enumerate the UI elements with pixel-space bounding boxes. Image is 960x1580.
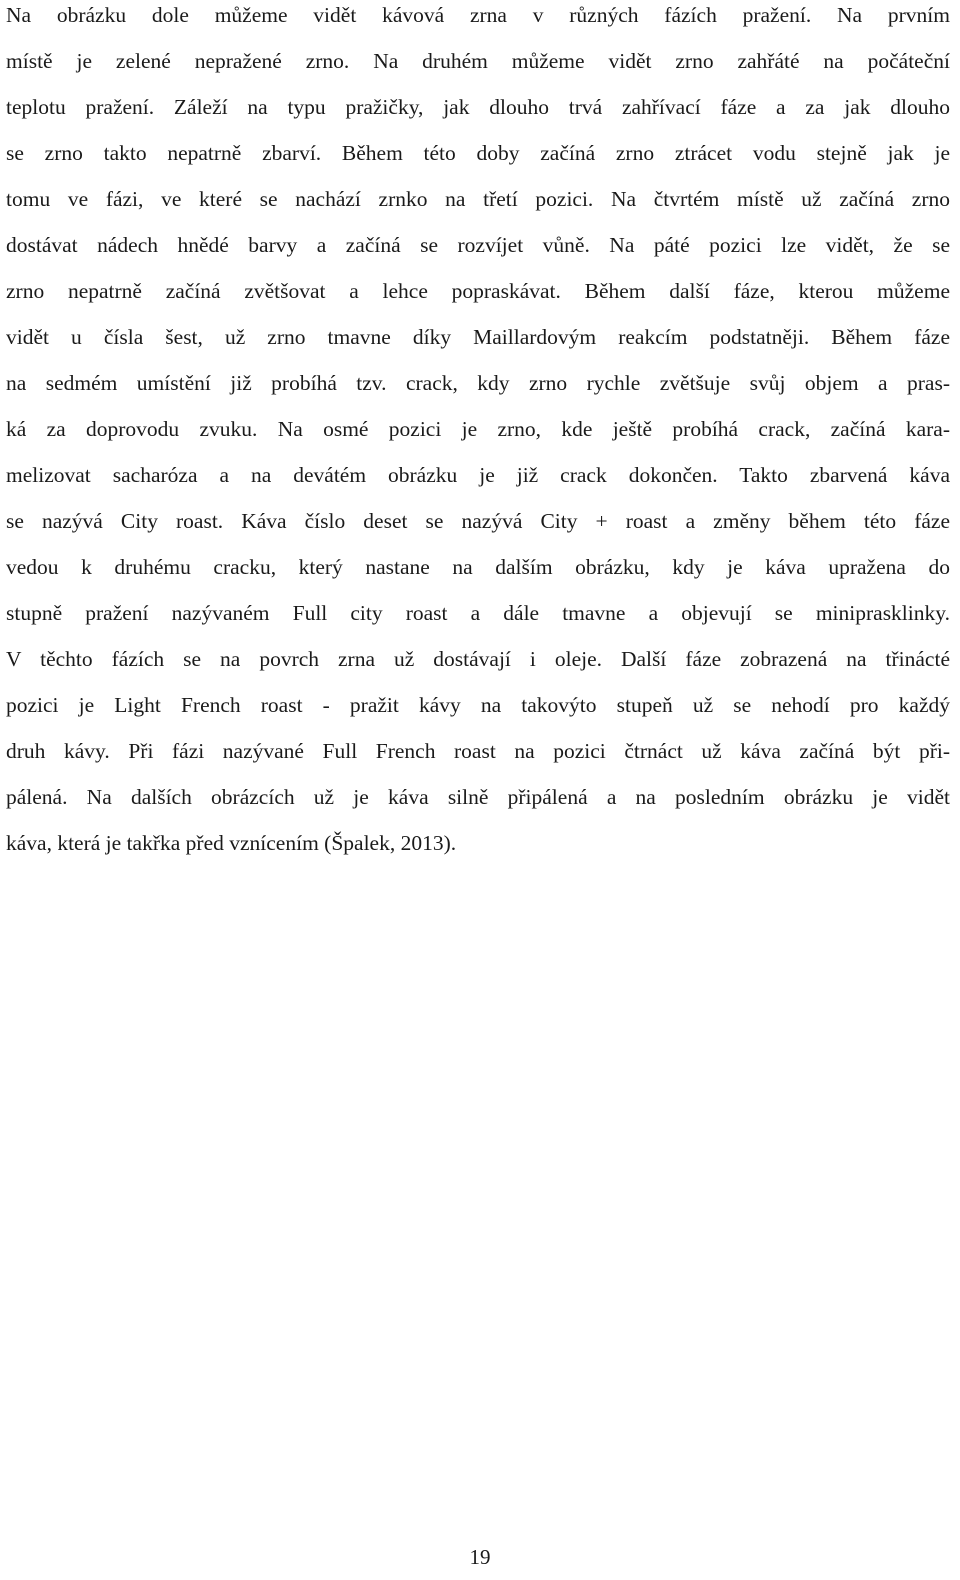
paragraph-line: vedou k druhému cracku, který nastane na dalším obrázku, kdy je káva upražena do	[6, 555, 950, 579]
paragraph-line: vidět u čísla šest, už zrno tmavne díky Maillardovým reakcím podstatněji. Během fáze	[6, 325, 950, 349]
paragraph-line: melizovat sacharóza a na devátém obrázku je již crack dokončen. Takto zbarvená káva	[6, 463, 950, 487]
paragraph-line: pálená. Na dalších obrázcích už je káva silně připálená a na posledním obrázku je vidět	[6, 785, 950, 809]
page-number: 19	[469, 1545, 491, 1569]
paragraph-line: stupně pražení nazývaném Full city roast a dále tmavne a objevují se miniprasklinky.	[6, 601, 950, 625]
paragraph-line: ká za doprovodu zvuku. Na osmé pozici je zrno, kde ještě probíhá crack, začíná kara-	[6, 417, 950, 441]
paragraph-line: teplotu pražení. Záleží na typu pražičky, jak dlouho trvá zahřívací fáze a za jak dlouho	[6, 95, 950, 119]
paragraph-line: druh kávy. Při fázi nazývané Full French roast na pozici čtrnáct už káva začíná být při-	[6, 739, 950, 763]
paragraph-line: V těchto fázích se na povrch zrna už dostávají i oleje. Další fáze zobrazená na třinácté	[6, 647, 950, 671]
paragraph-line: Na obrázku dole můžeme vidět kávová zrna v různých fázích pražení. Na prvním	[6, 3, 950, 27]
paragraph-line: zrno nepatrně začíná zvětšovat a lehce popraskávat. Během další fáze, kterou můžeme	[6, 279, 950, 303]
paragraph-line: pozici je Light French roast - pražit kávy na takovýto stupeň už se nehodí pro každý	[6, 693, 950, 717]
paragraph-line: káva, která je takřka před vznícením (Špalek, 2013).	[6, 831, 457, 855]
paragraph-line: na sedmém umístění již probíhá tzv. crack, kdy zrno rychle zvětšuje svůj objem a pras-	[6, 371, 950, 395]
paragraph-line: místě je zelené nepražené zrno. Na druhém můžeme vidět zrno zahřáté na počáteční	[6, 49, 950, 73]
paragraph-line: dostávat nádech hnědé barvy a začíná se rozvíjet vůně. Na páté pozici lze vidět, že se	[6, 233, 950, 257]
paragraph-line: se zrno takto nepatrně zbarví. Během této doby začíná zrno ztrácet vodu stejně jak je	[6, 141, 950, 165]
paragraph-line: tomu ve fázi, ve které se nachází zrnko na třetí pozici. Na čtvrtém místě už začíná zrno	[6, 187, 950, 211]
paragraph-line: se nazývá City roast. Káva číslo deset se nazývá City + roast a změny během této fáze	[6, 509, 950, 533]
